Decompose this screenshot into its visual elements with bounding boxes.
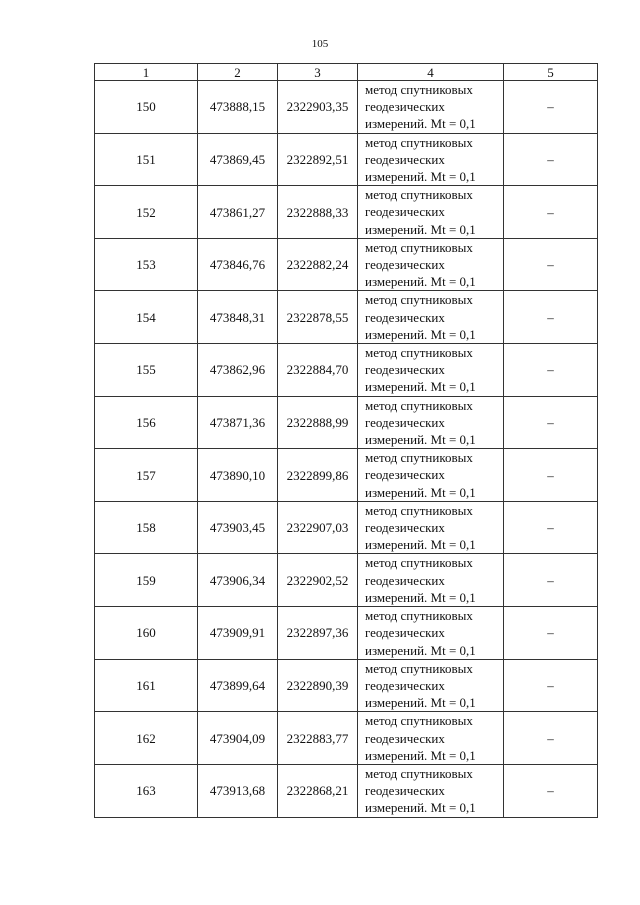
table-row xyxy=(95,396,598,449)
note-cell: – xyxy=(504,238,598,291)
note-cell: – xyxy=(504,291,598,344)
table-row xyxy=(95,238,598,291)
x-coordinate-cell: 473848,31 xyxy=(198,291,278,344)
point-number-cell: 162 xyxy=(95,712,198,765)
method-line: метод спутниковых xyxy=(365,187,473,203)
method-cell xyxy=(358,81,504,134)
method-line: геодезических xyxy=(365,257,445,273)
method-line: измерений. Mt = 0,1 xyxy=(365,221,476,237)
method-line: измерений. Mt = 0,1 xyxy=(365,642,476,658)
method-line: метод спутниковых xyxy=(365,82,473,97)
y-coordinate-cell: 2322902,52 xyxy=(278,554,358,607)
method-cell xyxy=(358,344,504,397)
table-row xyxy=(95,291,598,344)
point-number-cell: 152 xyxy=(95,186,198,239)
x-coordinate-cell: 473903,45 xyxy=(198,501,278,554)
x-coordinate-cell: 473861,27 xyxy=(198,186,278,239)
note-cell: – xyxy=(504,449,598,502)
method-line: измерений. Mt = 0,1 xyxy=(365,169,476,185)
method-line: метод спутниковых xyxy=(365,292,473,308)
method-cell xyxy=(358,607,504,660)
point-number-cell: 153 xyxy=(95,238,198,291)
note-cell: – xyxy=(504,344,598,397)
y-coordinate-cell: 2322878,55 xyxy=(278,291,358,344)
method-cell xyxy=(358,554,504,607)
table-row xyxy=(95,712,598,765)
y-coordinate-cell: 2322907,03 xyxy=(278,501,358,554)
point-number-cell: 161 xyxy=(95,659,198,712)
method-line: геодезических xyxy=(365,730,445,746)
table-row xyxy=(95,501,598,554)
column-header: 4 xyxy=(358,64,504,81)
method-cell xyxy=(358,186,504,239)
x-coordinate-cell: 473913,68 xyxy=(198,764,278,817)
method-cell xyxy=(358,133,504,186)
method-line: метод спутниковых xyxy=(365,765,473,781)
method-cell xyxy=(358,396,504,449)
method-line: метод спутниковых xyxy=(365,397,473,413)
y-coordinate-cell: 2322888,33 xyxy=(278,186,358,239)
point-number-cell: 158 xyxy=(95,501,198,554)
method-line: измерений. Mt = 0,1 xyxy=(365,274,476,290)
note-cell: – xyxy=(504,554,598,607)
y-coordinate-cell: 2322890,39 xyxy=(278,659,358,712)
method-line: измерений. Mt = 0,1 xyxy=(365,116,476,132)
method-cell xyxy=(358,712,504,765)
method-cell xyxy=(358,501,504,554)
y-coordinate-cell: 2322883,77 xyxy=(278,712,358,765)
method-line: измерений. Mt = 0,1 xyxy=(365,379,476,395)
method-line: измерений. Mt = 0,1 xyxy=(365,695,476,711)
y-coordinate-cell: 2322892,51 xyxy=(278,133,358,186)
note-cell: – xyxy=(504,607,598,660)
x-coordinate-cell: 473909,91 xyxy=(198,607,278,660)
table-row xyxy=(95,449,598,502)
y-coordinate-cell: 2322882,24 xyxy=(278,238,358,291)
method-line: измерений. Mt = 0,1 xyxy=(365,326,476,342)
method-line: геодезических xyxy=(365,783,445,799)
table-row xyxy=(95,186,598,239)
table-row xyxy=(95,607,598,660)
table-row xyxy=(95,133,598,186)
method-line: геодезических xyxy=(365,99,445,115)
method-line: измерений. Mt = 0,1 xyxy=(365,432,476,448)
method-line: геодезических xyxy=(365,572,445,588)
method-line: геодезических xyxy=(365,625,445,641)
method-cell xyxy=(358,449,504,502)
x-coordinate-cell: 473904,09 xyxy=(198,712,278,765)
note-cell: – xyxy=(504,659,598,712)
table-row xyxy=(95,344,598,397)
point-number-cell: 156 xyxy=(95,396,198,449)
method-line: метод спутниковых xyxy=(365,608,473,624)
method-cell xyxy=(358,659,504,712)
column-header: 5 xyxy=(504,64,598,81)
point-number-cell: 150 xyxy=(95,81,198,134)
note-cell: – xyxy=(504,764,598,817)
table-row xyxy=(95,554,598,607)
method-line: метод спутниковых xyxy=(365,660,473,676)
note-cell: – xyxy=(504,501,598,554)
column-header: 3 xyxy=(278,64,358,81)
table-body xyxy=(95,81,598,818)
x-coordinate-cell: 473862,96 xyxy=(198,344,278,397)
coordinates-table xyxy=(94,63,598,818)
y-coordinate-cell: 2322897,36 xyxy=(278,607,358,660)
method-line: геодезических xyxy=(365,151,445,167)
method-line: метод спутниковых xyxy=(365,239,473,255)
method-line: метод спутниковых xyxy=(365,134,473,150)
point-number-cell: 157 xyxy=(95,449,198,502)
method-line: метод спутниковых xyxy=(365,713,473,729)
method-line: геодезических xyxy=(365,362,445,378)
x-coordinate-cell: 473888,15 xyxy=(198,81,278,134)
y-coordinate-cell: 2322884,70 xyxy=(278,344,358,397)
x-coordinate-cell: 473869,45 xyxy=(198,133,278,186)
column-header: 1 xyxy=(95,64,198,81)
note-cell: – xyxy=(504,712,598,765)
note-cell: – xyxy=(504,133,598,186)
point-number-cell: 160 xyxy=(95,607,198,660)
table-row xyxy=(95,659,598,712)
method-line: измерений. Mt = 0,1 xyxy=(365,589,476,605)
x-coordinate-cell: 473906,34 xyxy=(198,554,278,607)
note-cell: – xyxy=(504,396,598,449)
column-header: 2 xyxy=(198,64,278,81)
method-line: метод спутниковых xyxy=(365,502,473,518)
method-line: измерений. Mt = 0,1 xyxy=(365,484,476,500)
point-number-cell: 159 xyxy=(95,554,198,607)
y-coordinate-cell: 2322903,35 xyxy=(278,81,358,134)
method-line: метод спутниковых xyxy=(365,450,473,466)
method-line: геодезических xyxy=(365,414,445,430)
point-number-cell: 151 xyxy=(95,133,198,186)
method-line: геодезических xyxy=(365,309,445,325)
method-cell xyxy=(358,291,504,344)
point-number-cell: 154 xyxy=(95,291,198,344)
method-line: метод спутниковых xyxy=(365,555,473,571)
method-line: геодезических xyxy=(365,677,445,693)
table-row xyxy=(95,81,598,134)
method-line: геодезических xyxy=(365,467,445,483)
table-row xyxy=(95,764,598,817)
method-line: метод спутниковых xyxy=(365,345,473,361)
x-coordinate-cell: 473899,64 xyxy=(198,659,278,712)
method-cell xyxy=(358,764,504,817)
x-coordinate-cell: 473846,76 xyxy=(198,238,278,291)
method-line: геодезических xyxy=(365,520,445,536)
note-cell: – xyxy=(504,186,598,239)
table-header-row xyxy=(95,64,598,81)
method-line: измерений. Mt = 0,1 xyxy=(365,747,476,763)
note-cell: – xyxy=(504,81,598,134)
y-coordinate-cell: 2322868,21 xyxy=(278,764,358,817)
y-coordinate-cell: 2322899,86 xyxy=(278,449,358,502)
x-coordinate-cell: 473890,10 xyxy=(198,449,278,502)
method-line: измерений. Mt = 0,1 xyxy=(365,537,476,553)
method-line: геодезических xyxy=(365,204,445,220)
x-coordinate-cell: 473871,36 xyxy=(198,396,278,449)
y-coordinate-cell: 2322888,99 xyxy=(278,396,358,449)
method-line: измерений. Mt = 0,1 xyxy=(365,800,476,816)
method-cell xyxy=(358,238,504,291)
point-number-cell: 155 xyxy=(95,344,198,397)
point-number-cell: 163 xyxy=(95,764,198,817)
page-number: 105 xyxy=(311,38,329,50)
